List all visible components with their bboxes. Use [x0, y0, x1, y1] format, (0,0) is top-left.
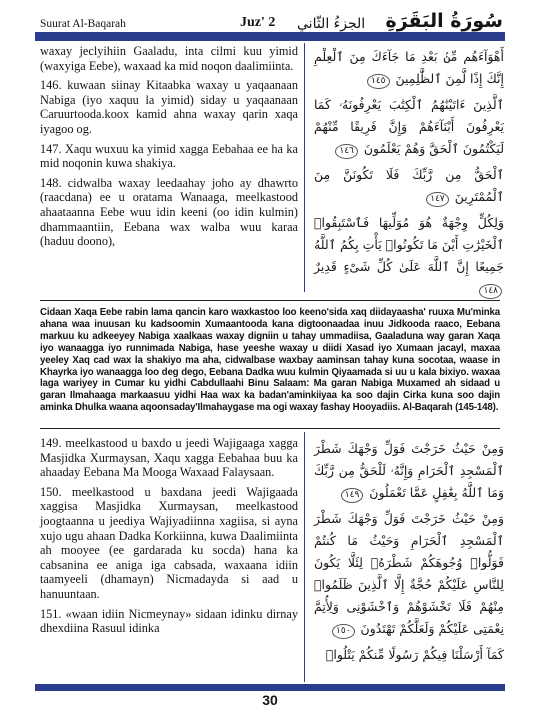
- column-divider: [304, 432, 305, 682]
- arabic-text-top: [314, 46, 504, 304]
- ayah-marker: ١٤٥: [367, 74, 390, 89]
- ayah-marker: ١٤٧: [426, 192, 449, 207]
- section-divider: [40, 300, 500, 301]
- section-divider: [40, 428, 500, 429]
- arabic-verse: كَمَآ أَرْسَلْنَا فِيكُمْ رَسُولًا مِّنكُمْ يَتْلُوا۟: [325, 647, 504, 662]
- arabic-verse: وَمِنْ حَيْثُ خَرَجْتَ فَوَلِّ وَجْهَكَ شَطْرَ ٱلْمَسْجِدِ ٱلْحَرَامِ وَإِنَّهُۥ لَلْحَقُّ مِن رَّبِّكَ وَمَا ٱللَّهُ بِغَٰفِلٍ عَمَّا تَعْمَلُونَ ١٤٩: [314, 438, 504, 504]
- ayah-marker: ١٤٦: [335, 144, 358, 159]
- translation-paragraph: 151. «waan idiin Nicmeynay» sidaan idinku dirnay dhexdiina Rasuul idinka: [40, 606, 298, 636]
- ayah-marker: ١٥٠: [332, 624, 355, 639]
- arabic-text-bottom: [314, 438, 504, 670]
- translation-paragraph: 150. meelkastood u baxdana jeedi Wajigaada xaggisa Masjidka Xurmaysan, meelkastood joogtaanna u jeediya Wajiyadiinna xagiisa, si ayna xujo ugu ahaan Dadka Korkiinna, kuwa Daalimiinta ah mooyee (ee gardarada ku socda) hana ka cabsanina ee aniga iga cabsada, waxaana idiin taamyeeli (dhamayn) Nicmadayda si aad u hanuuntaan.: [40, 484, 298, 601]
- surah-title-latin: Suurat Al-Baqarah: [40, 18, 126, 30]
- commentary-note: Cidaan Xaqa Eebe rabin lama qancin karo waxkastoo loo keeno'sida xaq diidayaasha' ruuxa Mu'minka ahana waa inuusan ku kadsoomin Xumaantooda kana digtoonaadaa inuu Jidkooda raaco, Eebana markuu ku adkeeyey Nabiga xaalkaas waxay digniin u tahay ummadiisa, Gaaladuna way garan Xaqa iyo wanaagga iyo runnimada Nabiga, hase yeeshe waxay u diidi Xasad iyo Xumaan jacayl, maxaa yeeley Xaq cad wax la shakiyo ma aha, cidwalbase waxbay aaminsan tahay kuna socotaa, waase in Khayrka iyo wanaagga loo deg dego, Eebana Dadka wuu kulmin Qiyaamada si uu u kala bixiyo. waxaa laga wariyey in Cumar ku yidhi Cabdullaahi Binu Salaam: Ma garan Nabiga Muxamed ah sidaad u garan Ilmahaaga markaasuu yidhi Haa wax ka badan'aminkiiyaa ka soo dajin Cirka kuna soo dajin aminka Dhulka waana aqoonsaday'Ilmahaygase ma ogi waxay fashay Hooyadiis. Al-Baqarah (145-148).: [40, 307, 500, 414]
- arabic-verse: ٱلْحَقُّ مِن رَّبِّكَ فَلَا تَكُونَنَّ مِنَ ٱلْمُمْتَرِينَ ١٤٧: [314, 164, 504, 208]
- somali-translation-bottom: [40, 436, 298, 641]
- translation-paragraph: 147. Xaqu wuxuu ka yimid xagga Eebahaa ee ha ka mid noqonin kuwa shakiya.: [40, 141, 298, 171]
- arabic-verse: وَمِنْ حَيْثُ خَرَجْتَ فَوَلِّ وَجْهَكَ شَطْرَ ٱلْمَسْجِدِ ٱلْحَرَامِ وَحَيْثُ مَا كُنتُمْ فَوَلُّوا۟ وُجُوهَكُمْ شَطْرَهُۥ لِئَلَّا يَكُونَ لِلنَّاسِ عَلَيْكُمْ حُجَّةٌ إِلَّا ٱلَّذِينَ ظَلَمُوا۟ مِنْهُمْ فَلَا تَخْشَوْهُمْ وَٱخْشَوْنِى وَلِأُتِمَّ نِعْمَتِى عَلَيْكُمْ وَلَعَلَّكُمْ تَهْتَدُونَ ١٥٠: [314, 508, 504, 640]
- somali-translation-top: [40, 44, 298, 254]
- arabic-verse: وَلِكُلٍّ وِجْهَةٌ هُوَ مُوَلِّيهَا فَٱسْتَبِقُوا۟ ٱلْخَيْرَٰتِ أَيْنَ مَا تَكُونُوا۟ يَأْتِ بِكُمُ ٱللَّهُ جَمِيعًا إِنَّ ٱللَّهَ عَلَىٰ كُلِّ شَىْءٍ قَدِيرٌ ١٤٨: [314, 212, 504, 300]
- header-rule: [35, 32, 505, 41]
- translation-paragraph: 148. cidwalba waxay leedaahay joho ay dhawrto (raacdana) ee u oratama Wanaaga, meelkastood ahaataanna Eebe wuu idin keeni (oo idin kulmin) dhammaantiin, Eebana wax walba wuu karaa (haduu doono),: [40, 175, 298, 249]
- translation-paragraph: 149. meelkastood u baxdo u jeedi Wajigaaga xagga Masjidka Xurmaysan, Xaqu xagga Eebahaa buu ka ahaaday Eebana Ma Mooga Waxaad Falaysaan.: [40, 436, 298, 480]
- ayah-marker: ١٤٩: [341, 488, 364, 503]
- juz-label-arabic: الجزءُ الثّاني: [297, 16, 366, 32]
- ayah-marker: ١٤٨: [479, 284, 502, 299]
- translation-paragraph: waxay jeclyihiin Gaaladu, inta cilmi kuu yimid (waxyiga Eebe), waxaad ka mid noqon daalimiinta.: [40, 44, 298, 73]
- surah-title-arabic: سُورَةُ البَقَرَةِ: [385, 10, 503, 32]
- juz-label: Juz' 2: [240, 15, 276, 30]
- page-number: 30: [262, 692, 278, 708]
- footer-rule: [35, 684, 505, 691]
- translation-paragraph: 146. kuwaan siinay Kitaabka waxay u yaqaanaan Nabiga (iyo xaquu la yimid) siday u yaqaanaan Caruurtooda.koox kamid ahna waxay qarin xaqa iyagoo og.: [40, 78, 298, 136]
- arabic-verse: ٱلَّذِينَ ءَاتَيْنَٰهُمُ ٱلْكِتَٰبَ يَعْرِفُونَهُۥ كَمَا يَعْرِفُونَ أَبْنَآءَهُمْ وَإِنَّ فَرِيقًا مِّنْهُمْ لَيَكْتُمُونَ ٱلْحَقَّ وَهُمْ يَعْلَمُونَ ١٤٦: [314, 94, 504, 160]
- arabic-verse: أَهْوَآءَهُم مِّنۢ بَعْدِ مَا جَآءَكَ مِنَ ٱلْعِلْمِ إِنَّكَ إِذًا لَّمِنَ ٱلظَّٰلِمِينَ ١٤٥: [314, 46, 504, 90]
- column-divider: [304, 43, 305, 292]
